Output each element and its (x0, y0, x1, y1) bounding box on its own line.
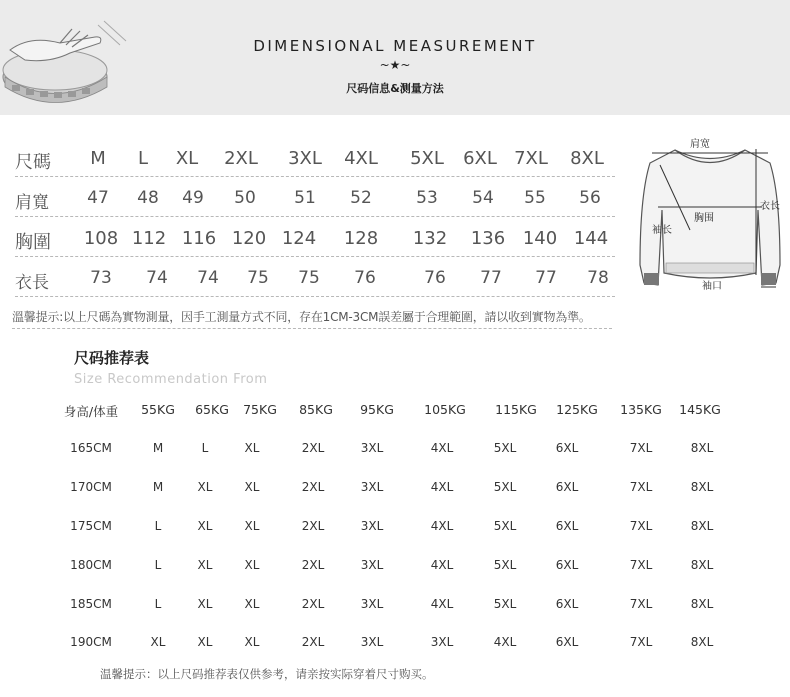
cell: 3XL (360, 519, 384, 533)
cell: 4XL (430, 441, 454, 455)
cell: 4XL (344, 148, 378, 169)
cell: 52 (350, 188, 372, 208)
cell: L (154, 558, 162, 572)
garment-diagram (630, 135, 790, 300)
measurement-row (15, 178, 615, 217)
row-label: 胸圍 (15, 232, 51, 253)
cell: 112 (131, 228, 167, 249)
cell: 8XL (690, 558, 714, 572)
cell: L (154, 597, 162, 611)
cell: 47 (87, 188, 109, 208)
measuring-hand-icon (0, 15, 130, 110)
cell: 8XL (690, 597, 714, 611)
cell: 75 (247, 268, 269, 288)
cell: 6XL (555, 597, 579, 611)
cell: 76 (424, 268, 446, 288)
cell: 190CM (70, 635, 112, 649)
cell: 2XL (301, 635, 325, 649)
cell: 5XL (493, 597, 517, 611)
banner-ornament: ~★~ (379, 58, 411, 72)
cell: 7XL (514, 148, 548, 169)
cell: 180CM (70, 558, 112, 572)
cell: XL (197, 635, 213, 649)
cell: 78 (587, 268, 609, 288)
cell: XL (197, 519, 213, 533)
cell: 144 (573, 228, 609, 249)
cell: XL (244, 597, 260, 611)
row-label: 衣長 (15, 273, 49, 293)
cell: 77 (535, 268, 557, 288)
length-label: 衣长 (760, 201, 780, 212)
table-row (0, 480, 790, 504)
cell: 5XL (493, 519, 517, 533)
table-row (0, 635, 790, 659)
cell: 6XL (555, 519, 579, 533)
cell: 3XL (360, 635, 384, 649)
cell: 7XL (629, 441, 653, 455)
cell: XL (197, 558, 213, 572)
banner-subtitle: 尺码信息&测量方法 (346, 82, 444, 95)
cell: 56 (579, 188, 601, 208)
header-cell: 75KG (243, 402, 277, 417)
cell: 6XL (463, 148, 497, 169)
cell: 7XL (629, 597, 653, 611)
cell: 4XL (493, 635, 517, 649)
cell: 2XL (224, 148, 258, 169)
cell: M (152, 441, 164, 455)
cell: 8XL (690, 480, 714, 494)
cell: 4XL (430, 558, 454, 572)
cell: 74 (146, 268, 168, 288)
header-cell: 145KG (679, 402, 721, 417)
header-cell: 115KG (495, 402, 537, 417)
header-cell: 105KG (424, 402, 466, 417)
cell: 170CM (70, 480, 112, 494)
cell: 2XL (301, 597, 325, 611)
cell: L (154, 519, 162, 533)
measurement-row (15, 258, 615, 297)
cell: 165CM (70, 441, 112, 455)
cell: 3XL (288, 148, 322, 169)
cell: 4XL (430, 480, 454, 494)
cell: 7XL (629, 558, 653, 572)
cell: L (201, 441, 209, 455)
cell: XL (197, 480, 213, 494)
cell: 3XL (360, 597, 384, 611)
cell: 50 (234, 188, 256, 208)
cell: M (152, 480, 164, 494)
banner-title: DIMENSIONAL MEASUREMENT (253, 37, 537, 55)
cell: 48 (137, 188, 159, 208)
cell: 55 (524, 188, 546, 208)
table-row (0, 519, 790, 543)
header-cell: 125KG (556, 402, 598, 417)
recommendation-title: 尺码推荐表 (74, 349, 150, 367)
cell: 8XL (570, 148, 604, 169)
cell: 75 (298, 268, 320, 288)
cell: XL (197, 597, 213, 611)
cell: 6XL (555, 635, 579, 649)
cell: 8XL (690, 635, 714, 649)
cell: 132 (412, 228, 448, 249)
cell: 3XL (360, 441, 384, 455)
table-row (0, 441, 790, 465)
header-banner (0, 0, 790, 115)
cell: 185CM (70, 597, 112, 611)
cell: 74 (197, 268, 219, 288)
measurement-row (15, 218, 615, 257)
cell: XL (244, 635, 260, 649)
measurement-note: 溫馨提示:以上尺碼為實物測量，因手工測量方式不同，存在1CM-3CM誤差屬于合理範圍，請以收到實物為準。 (12, 310, 591, 324)
header-cell: 65KG (195, 402, 229, 417)
cell: 136 (470, 228, 506, 249)
cell: 2XL (301, 519, 325, 533)
cell: 2XL (301, 441, 325, 455)
cell: 4XL (430, 519, 454, 533)
cell: 6XL (555, 441, 579, 455)
cell: 54 (472, 188, 494, 208)
cell: XL (150, 635, 166, 649)
cell: XL (244, 519, 260, 533)
cell: 140 (522, 228, 558, 249)
cuff-label: 袖口 (702, 281, 722, 292)
cell: 128 (343, 228, 379, 249)
cell: XL (244, 441, 260, 455)
cell: 108 (83, 228, 119, 249)
table-header (0, 402, 790, 426)
row-label: 尺碼 (15, 152, 51, 173)
measurement-row (15, 138, 615, 177)
cell: 49 (182, 188, 204, 208)
header-cell: 85KG (299, 402, 333, 417)
cell: 77 (480, 268, 502, 288)
cell: 8XL (690, 519, 714, 533)
sleeve-label: 袖长 (652, 225, 672, 236)
cell: 73 (90, 268, 112, 288)
cell: 6XL (555, 558, 579, 572)
cell: 124 (281, 228, 317, 249)
cell: 7XL (629, 635, 653, 649)
header-cell: 55KG (141, 402, 175, 417)
cell: 4XL (430, 597, 454, 611)
cell: 6XL (555, 480, 579, 494)
cell: 8XL (690, 441, 714, 455)
cell: 120 (231, 228, 267, 249)
row-label: 肩寬 (15, 193, 49, 213)
header-cell: 身高/体重 (63, 404, 119, 419)
cell: 53 (416, 188, 438, 208)
cell: M (90, 148, 106, 169)
table-row (0, 558, 790, 582)
cell: 3XL (430, 635, 454, 649)
cell: 76 (354, 268, 376, 288)
cell: 175CM (70, 519, 112, 533)
header-cell: 95KG (360, 402, 394, 417)
divider (12, 328, 612, 329)
cell: 2XL (301, 558, 325, 572)
cell: L (137, 148, 149, 169)
cell: XL (244, 558, 260, 572)
cell: XL (244, 480, 260, 494)
recommendation-subtitle: Size Recommendation From (74, 372, 268, 387)
cell: 5XL (410, 148, 444, 169)
cell: 5XL (493, 441, 517, 455)
cell: 5XL (493, 480, 517, 494)
cell: 3XL (360, 558, 384, 572)
header-cell: 135KG (620, 402, 662, 417)
shoulder-label: 肩宽 (690, 139, 710, 150)
cell: 116 (181, 228, 217, 249)
table-row (0, 597, 790, 621)
cell: 2XL (301, 480, 325, 494)
cell: 7XL (629, 519, 653, 533)
chest-label: 胸围 (694, 213, 714, 224)
cell: 51 (294, 188, 316, 208)
cell: 5XL (493, 558, 517, 572)
cell: 7XL (629, 480, 653, 494)
cell: 3XL (360, 480, 384, 494)
cell: XL (175, 148, 199, 169)
recommendation-note: 温馨提示：以上尺码推荐表仅供参考，请亲按实际穿着尺寸购买。 (100, 667, 434, 681)
